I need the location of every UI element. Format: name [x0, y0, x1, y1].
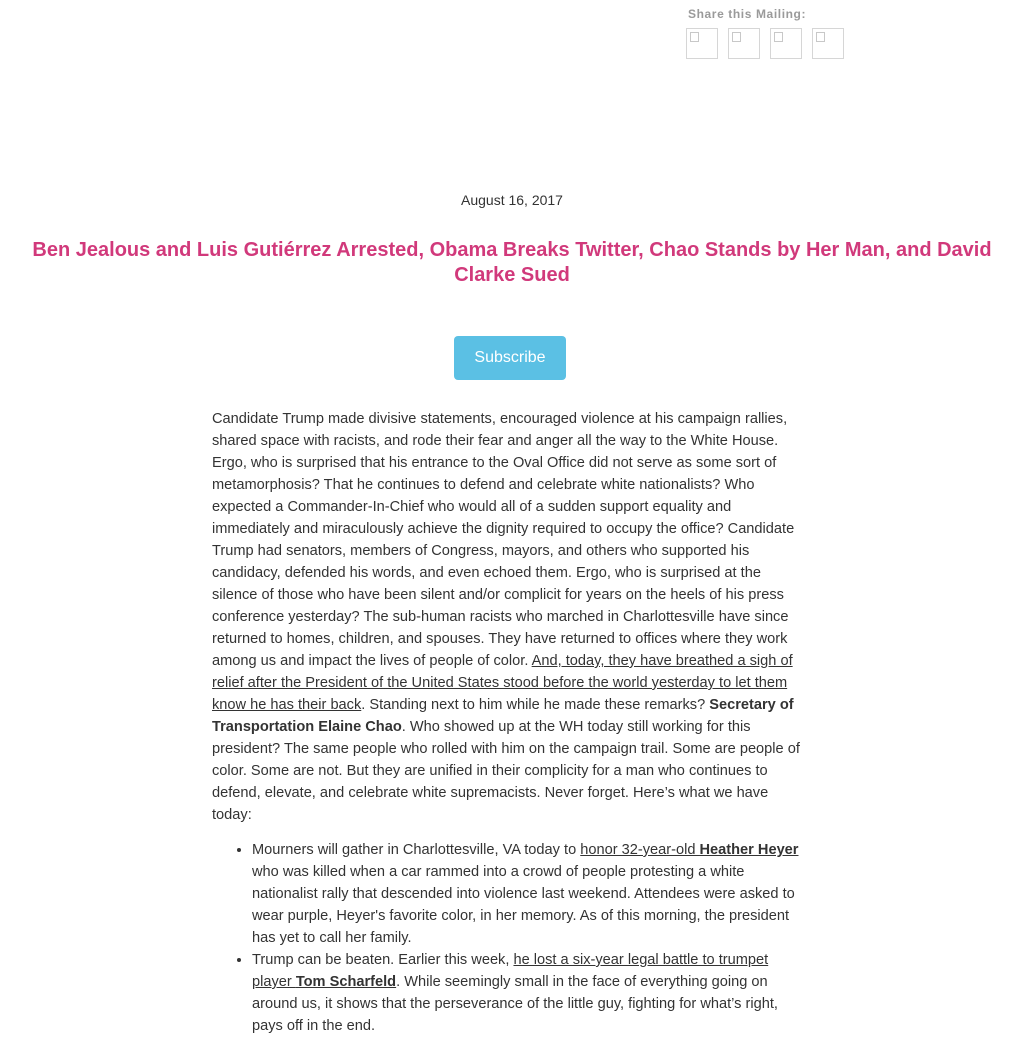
intro-text: . Who showed up at the WH today still working for this president? The same people who rolled with him on the campaign trail. Some are people of color. Some are not. But they are unified in their complicity for a man who continues to defend, elevate, and celebrate white supremacists. Never forget. Here’s what we have today:: [212, 719, 800, 823]
share-block: [688, 6, 844, 59]
list-item-link-bold: Heather Heyer: [699, 842, 799, 858]
list-item-link-text: he lost a six-year legal battle to trumpet player: [252, 952, 769, 990]
news-list: [212, 839, 804, 1037]
list-item-text: . While seemingly small in the face of everything going on around us, it shows that the perseverance of the little guy, fighting for what’s right, pays off in the end.: [252, 974, 778, 1034]
share-linkedin-icon[interactable]: [770, 28, 802, 59]
broken-image-icon: [774, 32, 783, 42]
subscribe-button[interactable]: Subscribe: [454, 336, 566, 380]
share-label: Share this Mailing:: [688, 7, 807, 21]
list-item-link[interactable]: [580, 842, 798, 858]
share-email-icon[interactable]: [812, 28, 844, 59]
list-item-text: Trump can be beaten. Earlier this week,: [252, 952, 514, 968]
mailing-date: August 16, 2017: [461, 192, 563, 208]
list-item: [252, 949, 804, 1037]
intro-text: . Standing next to him while he made these remarks?: [361, 697, 710, 713]
intro-link[interactable]: And, today, they have breathed a sigh of relief after the President of the United States stood before the world yesterday to let them know he has their back: [212, 653, 793, 713]
share-facebook-icon[interactable]: [686, 28, 718, 59]
headline: Ben Jealous and Luis Gutiérrez Arrested, Obama Breaks Twitter, Chao Stands by Her Man, and David Clarke Sued: [32, 239, 992, 286]
broken-image-icon: [732, 32, 741, 42]
share-twitter-icon[interactable]: [728, 28, 760, 59]
broken-image-icon: [816, 32, 825, 42]
list-item-text: who was killed when a car rammed into a crowd of people protesting a white nationalist rally that descended into violence last weekend. Attendees were asked to wear purple, Heyer's favorite color, in her memory. As of this morning, the president has yet to call her family.: [252, 864, 795, 946]
broken-image-icon: [690, 32, 699, 42]
intro-text: Candidate Trump made divisive statements, encouraged violence at his campaign rallies, shared space with racists, and rode their fear and anger all the way to the White House. Ergo, who is surprised that his entrance to the Oval Office did not serve as some sort of metamorphosis? That he continues to defend and celebrate white nationalists? Who expected a Commander-In-Chief who would all of a sudden support equality and immediately and miraculously achieve the dignity required to occupy the office? Candidate Trump had senators, members of Congress, mayors, and others who supported his candidacy, defended his words, and even echoed them. Ergo, who is surprised at the silence of those who have been silent and/or complicit for years on the heels of his press conference yesterday? The sub-human racists who marched in Charlottesville have since returned to homes, children, and spouses. They have returned to offices where they work among us and impact the lives of people of color.: [212, 411, 795, 669]
list-item: [252, 839, 804, 949]
intro-paragraph: [212, 408, 804, 826]
list-item-link-bold: Tom Scharfeld: [295, 974, 397, 990]
intro-bold: Secretary of Transportation Elaine Chao: [212, 697, 794, 735]
list-item-link-text: honor 32-year-old: [580, 842, 700, 858]
subscribe-wrap: [0, 336, 1024, 380]
share-icons: [686, 28, 844, 59]
list-item-text: Mourners will gather in Charlottesville, VA today to: [252, 842, 581, 858]
article-body: [212, 408, 804, 1037]
